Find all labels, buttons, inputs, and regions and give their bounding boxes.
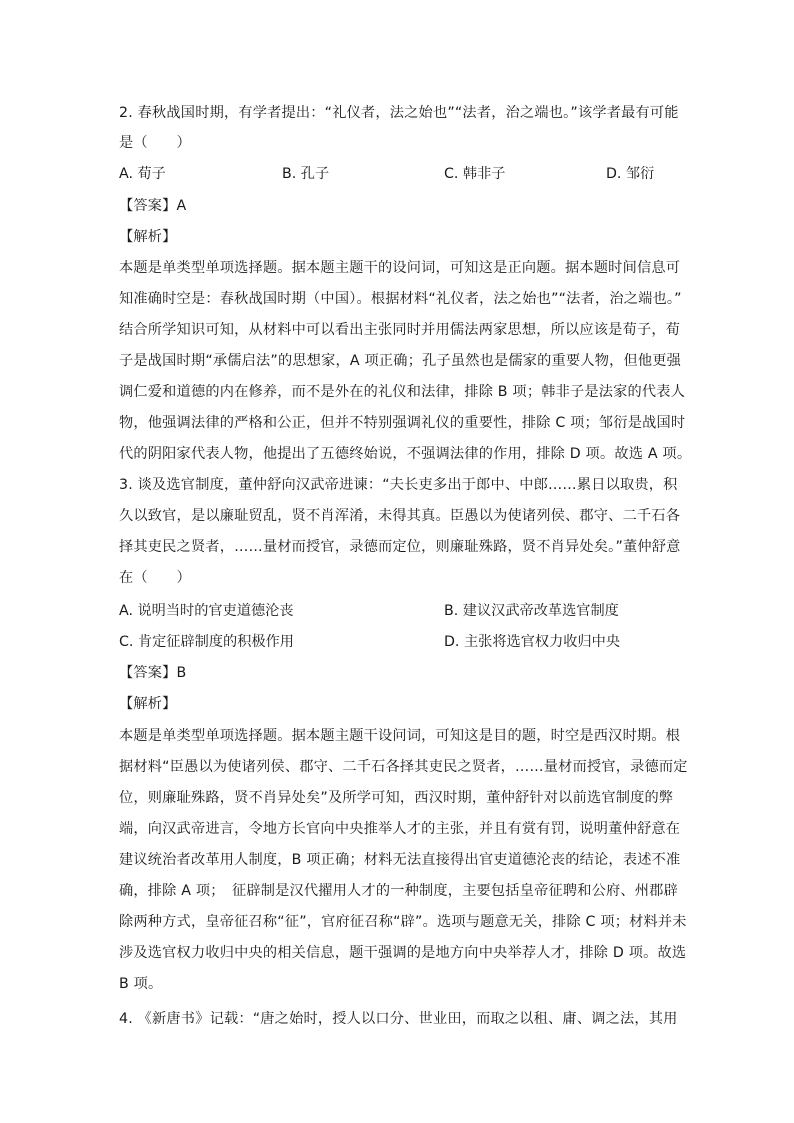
q3-analysis-line-1: 本题是单类型单项选择题。据本题主题干设问词，可知这是目的题，时空是西汉时期。根 [119,728,681,744]
q3-option-c: C. 肯定征辟制度的积极作用 [119,634,294,650]
q3-option-d: D. 主张将选官权力收归中央 [444,634,621,650]
q3-stem-line-4: 在（ ） [119,570,191,586]
q3-analysis-line-7: 除两种方式，皇帝征召称“征”，官府征召称“辟”。选项与题意无关，排除 C 项；材料并未 [119,914,687,930]
q3-analysis-line-8: 涉及选官权力收归中央的相关信息，题干强调的是地方向中央举荐人才，排除 D 项。故选 [119,945,687,961]
q3-stem-line-2: 久以致官，是以廉耻贸乱，贤不肖浑淆，未得其真。臣愚以为使诸列侯、郡守、二千石各 [119,508,681,524]
q2-option-a: A. 荀子 [119,166,166,182]
q2-stem-line-2: 是（ ） [119,135,191,151]
q2-analysis-line-1: 本题是单类型单项选择题。据本题主题干的设问词，可知这是正向题。据本题时间信息可 [119,260,681,276]
q2-stem-line-1: 2. 春秋战国时期，有学者提出：“礼仪者，法之始也”“法者，治之端也。”该学者最有可能 [119,105,679,121]
q3-analysis-line-2: 据材料“臣愚以为使诸列侯、郡守、二千石各择其吏民之贤者，……量材而授官，录德而定 [119,759,688,775]
q2-analysis-line-3: 结合所学知识可知，从材料中可以看出主张同时并用儒法两家思想，所以应该是荀子，荀 [119,322,681,338]
q2-answer: 【答案】A [119,198,187,214]
q3-analysis-label: 【解析】 [119,696,177,712]
q3-analysis-line-9: B 项。 [119,976,163,992]
q2-analysis-line-5: 调仁爱和道德的内在修养，而不是外在的礼仪和法律，排除 B 项；韩非子是法家的代表人 [119,384,686,400]
q2-option-b: B. 孔子 [282,166,330,182]
q2-option-c: C. 韩非子 [444,166,506,182]
q3-answer: 【答案】B [119,665,187,681]
q2-analysis-line-6: 物，他强调法律的严格和公正，但并不特别强调礼仪的重要性，排除 C 项；邹衍是战国时 [119,415,686,431]
q2-analysis-line-4: 子是战国时期“承儒启法”的思想家，A 项正确；孔子虽然也是儒家的重要人物，但他更强 [119,353,682,369]
q2-analysis-line-7: 代的阴阳家代表人物，他提出了五德终始说，不强调法律的作用，排除 D 项。故选 A 项。 [119,446,692,462]
q2-analysis-line-2: 知准确时空是：春秋战国时期（中国）。根据材料“礼仪者，法之始也”“法者，治之端也。” [119,291,682,307]
q3-analysis-line-5: 建议统治者改革用人制度，B 项正确；材料无法直接得出官吏道德沦丧的结论，表述不准 [119,852,681,868]
q3-stem-line-1: 3. 谈及选官制度，董仲舒向汉武帝进谏：“夫长吏多出于郎中、中郎……累日以取贵，积 [119,477,678,493]
q3-stem-line-3: 择其吏民之贤者，……量材而授官，录德而定位，则廉耻殊路，贤不肖异处矣。”董仲舒意 [119,539,681,555]
q3-analysis-line-3: 位，则廉耻殊路，贤不肖异处矣”及所学可知，西汉时期，董仲舒针对以前选官制度的弊 [119,790,674,806]
q3-analysis-line-6: 确，排除 A 项； 征辟制是汉代擢用人才的一种制度，主要包括皇帝征聘和公府、州郡辟 [119,883,678,899]
q3-option-a: A. 说明当时的官吏道德沦丧 [119,603,294,619]
q2-analysis-label: 【解析】 [119,229,177,245]
q3-analysis-line-4: 端，向汉武帝进言，令地方长官向中央推举人才的主张，并且有赏有罚，说明董仲舒意在 [119,821,681,837]
q2-option-d: D. 邹衍 [606,166,655,182]
q4-stem-line-1: 4. 《新唐书》记载：“唐之始时，授人以口分、世业田，而取之以租、庸、调之法，其用 [119,1011,678,1027]
q3-option-b: B. 建议汉武帝改革选官制度 [444,603,619,619]
